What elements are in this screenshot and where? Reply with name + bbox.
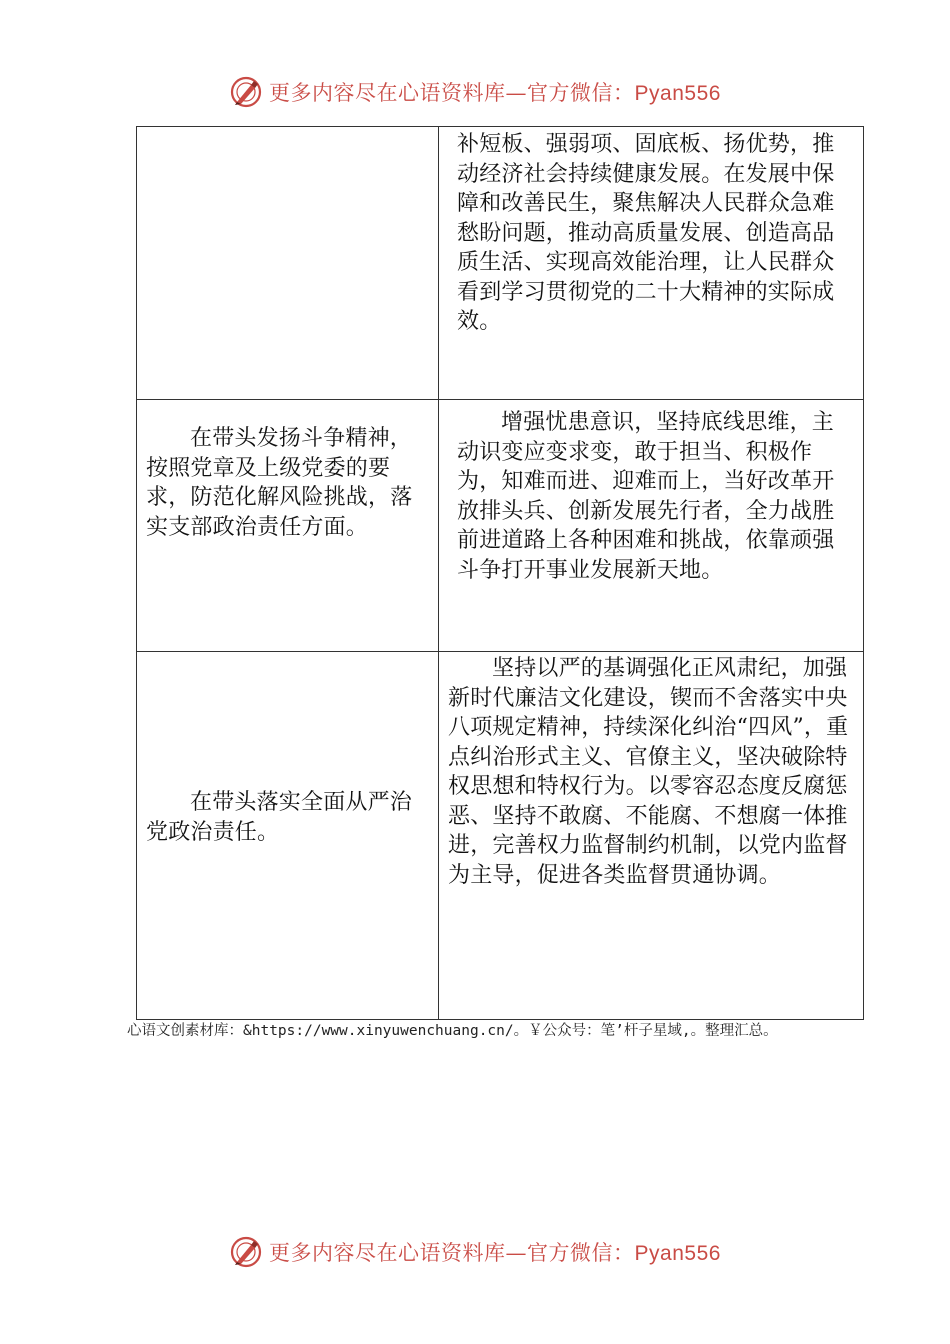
content-table [136,126,864,1020]
table-row [137,127,864,400]
table-row [137,652,864,1020]
table-cell-right [439,400,864,652]
table-cell-left [137,127,439,400]
table-cell-right [439,127,864,400]
footer-banner [0,1232,950,1272]
row2-right-text: 增强忧患意识，坚持底线思维，主动识变应变求变，敢于担当、积极作为，知难而进、迎难而上，当好改革开放排头兵、创新发展先行者，全力战胜前进道路上各种困难和挑战，依靠顽强斗争打开事业发展新天地。 [457,410,835,583]
pen-circle-logo-icon [229,1235,263,1269]
header-wechat-id: Pyan556 [634,82,721,105]
table-cell-right [439,652,864,1020]
table-row [137,400,864,652]
row3-left-text: 在带头落实全面从严治党政治责任。 [146,790,413,845]
row2-left-text: 在带头发扬斗争精神，按照党章及上级党委的要求，防范化解风险挑战，落实支部政治责任方面。 [146,426,413,540]
table-cell-left [137,400,439,652]
row3-right-text: 坚持以严的基调强化正风肃纪，加强新时代廉洁文化建设，锲而不舍落实中央八项规定精神，持续深化纠治“四风”，重点纠治形式主义、官僚主义，坚决破除特权思想和特权行为。以零容忍态度反腐惩恶、坚持不敢腐、不能腐、不想腐一体推进，完善权力监督制约机制，以党内监督为主导，促进各类监督贯通协调。 [448,656,849,888]
footer-wechat-id: Pyan556 [634,1242,721,1265]
table-cell-left [137,652,439,1020]
header-banner-text: 更多内容尽在心语资料库—官方微信：Pyan556 [269,81,721,105]
header-banner [0,72,950,112]
row1-right-text: 补短板、强弱项、固底板、扬优势，推动经济社会持续健康发展。在发展中保障和改善民生，聚焦解决人民群众急难愁盼问题，推动高质量发展、创造高品质生活、实现高效能治理，让人民群众看到学习贯彻党的二十大精神的实际成效。 [457,132,835,334]
source-footnote: 心语文创素材库：&https://www.xinyuwenchuang.cn/。￥公众号：笔’杆子星域,。整理汇总。 [127,1023,778,1039]
footer-banner-text: 更多内容尽在心语资料库—官方微信：Pyan556 [269,1241,721,1265]
pen-circle-logo-icon [229,75,263,109]
